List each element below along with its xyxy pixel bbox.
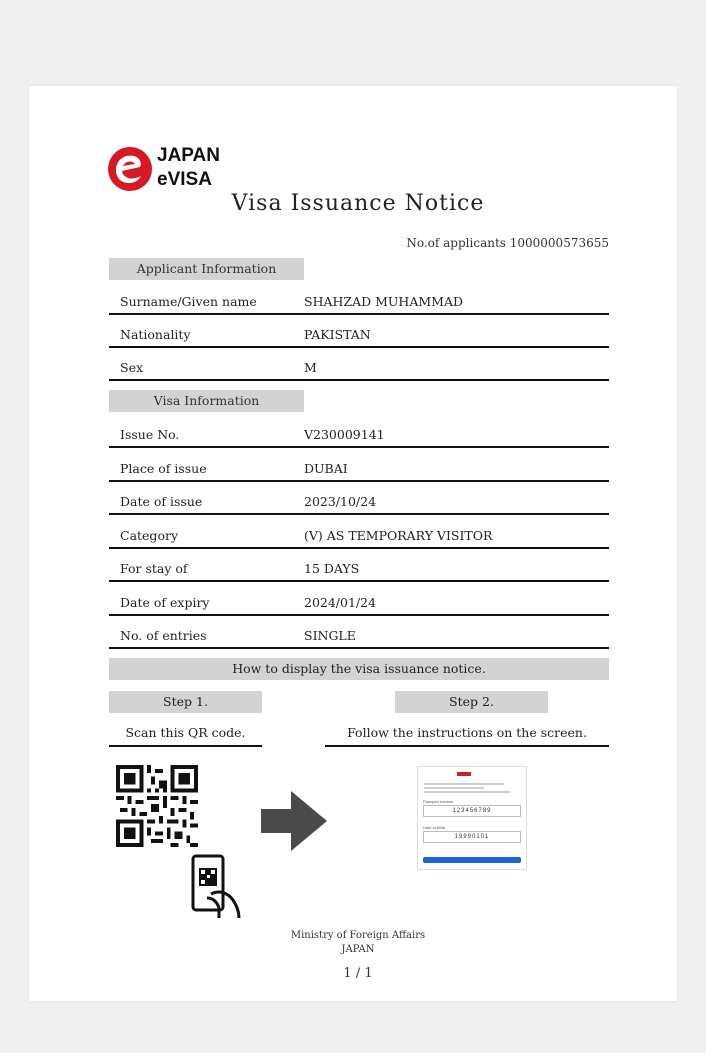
row-value: M <box>304 360 317 375</box>
sample-field-dob: 19990101 <box>423 831 521 843</box>
logo-text <box>157 144 220 192</box>
row-value: SHAHZAD MUHAMMAD <box>304 294 464 309</box>
applicants-number: No.of applicants 1000000573655 <box>406 236 609 250</box>
sample-label: Passport number <box>423 799 454 804</box>
step-1-instruction: Scan this QR code. <box>109 723 262 747</box>
table-row <box>109 547 609 582</box>
row-value: DUBAI <box>304 461 348 476</box>
table-row <box>109 346 609 381</box>
row-label: Issue No. <box>120 427 180 442</box>
row-label: No. of entries <box>120 628 207 643</box>
row-value: 15 DAYS <box>304 561 360 576</box>
row-label: Place of issue <box>120 461 207 476</box>
qr-code-icon[interactable] <box>116 765 198 847</box>
row-label: For stay of <box>120 561 188 576</box>
table-row <box>109 447 609 482</box>
row-value: (V) AS TEMPORARY VISITOR <box>304 528 493 543</box>
step-2-instruction: Follow the instructions on the screen. <box>325 723 609 747</box>
sample-field-passport: 123456789 <box>423 805 521 817</box>
sample-text-line <box>424 783 504 785</box>
table-row <box>109 581 609 616</box>
applicant-info-heading: Applicant Information <box>109 258 304 280</box>
sample-screen <box>417 766 527 870</box>
table-row <box>109 480 609 515</box>
arrow-right-icon <box>261 791 327 851</box>
visa-info-heading: Visa Information <box>109 390 304 412</box>
row-value: V230009141 <box>304 427 385 442</box>
logo-line-1: JAPAN <box>157 145 220 166</box>
sample-text-line <box>424 791 510 793</box>
row-label: Nationality <box>120 327 191 342</box>
row-label: Date of issue <box>120 494 203 509</box>
japan-evisa-logo-icon <box>107 146 153 192</box>
row-label: Sex <box>120 360 144 375</box>
page-number: 1 / 1 <box>343 966 373 981</box>
row-label: Date of expiry <box>120 595 210 610</box>
page-title: Visa Issuance Notice <box>231 191 485 216</box>
footer-ministry: Ministry of Foreign Affairs <box>290 930 426 941</box>
table-row <box>109 614 609 649</box>
table-row <box>109 413 609 448</box>
row-value: 2024/01/24 <box>304 595 377 610</box>
table-row <box>109 514 609 549</box>
row-label: Category <box>120 528 179 543</box>
table-row <box>109 313 609 348</box>
logo-line-2: eVISA <box>157 169 212 190</box>
document-page <box>29 86 677 1001</box>
row-value: 2023/10/24 <box>304 494 377 509</box>
sample-text-line <box>424 787 484 789</box>
row-value: PAKISTAN <box>304 327 371 342</box>
sample-submit-button <box>423 857 521 863</box>
phone-scan-icon <box>189 854 243 920</box>
row-value: SINGLE <box>304 628 356 643</box>
footer-country: JAPAN <box>341 944 375 955</box>
step-1-label: Step 1. <box>109 691 262 713</box>
row-label: Surname/Given name <box>120 294 257 309</box>
step-2-label: Step 2. <box>395 691 548 713</box>
how-to-display-bar: How to display the visa issuance notice. <box>109 658 609 680</box>
sample-label: Date of Birth <box>423 825 446 830</box>
sample-logo-icon <box>457 772 471 776</box>
table-row <box>109 280 609 315</box>
